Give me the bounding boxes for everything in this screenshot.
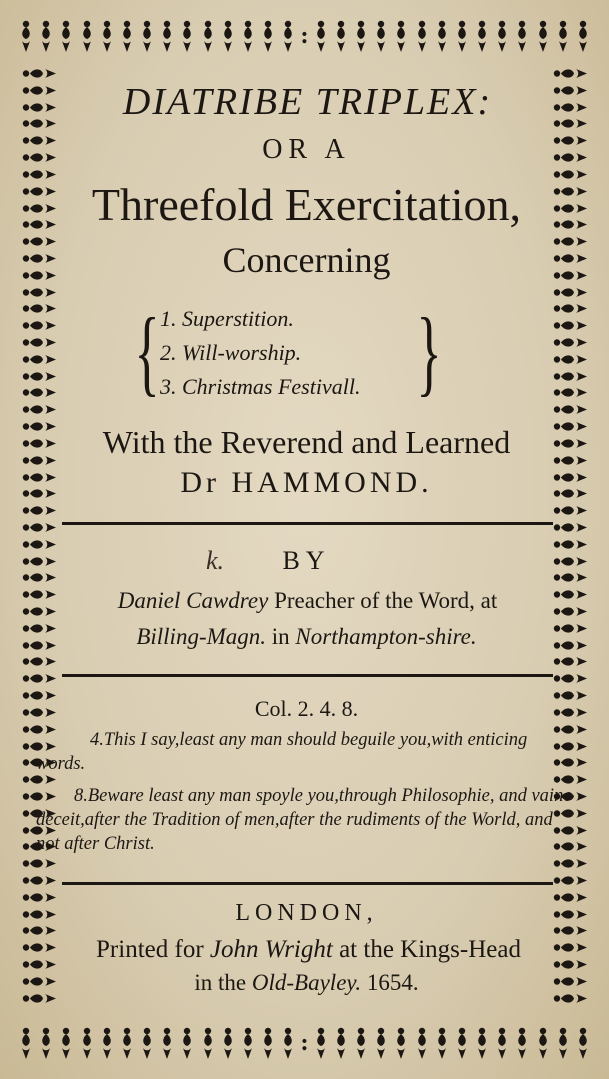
fleuron-icon xyxy=(21,116,57,131)
fleuron-icon xyxy=(373,1026,389,1060)
fleuron-icon xyxy=(21,991,57,1006)
fleuron-icon xyxy=(552,234,588,249)
author-place: Billing-Magn. xyxy=(136,624,267,649)
fleuron-icon xyxy=(38,19,54,53)
fleuron-icon xyxy=(552,150,588,165)
author-in: in xyxy=(271,624,290,649)
fleuron-icon xyxy=(179,1026,195,1060)
ornamental-border-bottom xyxy=(18,1023,591,1063)
fleuron-icon xyxy=(21,184,57,199)
fleuron-icon xyxy=(313,1026,329,1060)
fleuron-icon xyxy=(21,150,57,165)
fleuron-icon xyxy=(58,19,74,53)
fleuron-icon xyxy=(552,352,588,367)
divider-rule xyxy=(62,674,553,677)
fleuron-icon xyxy=(21,486,57,501)
author-line xyxy=(54,588,561,614)
fleuron-icon xyxy=(260,1026,276,1060)
fleuron-icon xyxy=(552,638,588,653)
left-brace-icon: { xyxy=(134,298,160,405)
dr-hammond: Dr HAMMOND. xyxy=(180,466,433,499)
topic-item: 2. Will-worship. xyxy=(160,340,302,365)
fleuron-icon xyxy=(514,19,530,53)
fleuron-icon xyxy=(21,369,57,384)
fleuron-icon xyxy=(552,285,588,300)
fleuron-icon xyxy=(552,369,588,384)
title-line-1: DIATRIBE TRIPLEX: xyxy=(122,81,493,123)
fleuron-icon xyxy=(21,570,57,585)
imprint-in: in the xyxy=(194,970,247,995)
fleuron-icon xyxy=(552,268,588,283)
fleuron-icon xyxy=(21,352,57,367)
fleuron-icon xyxy=(575,19,591,53)
fleuron-icon xyxy=(552,385,588,400)
fleuron-icon xyxy=(552,554,588,569)
fleuron-icon xyxy=(552,470,588,485)
fleuron-icon xyxy=(21,234,57,249)
fleuron-icon xyxy=(119,1026,135,1060)
title-line-4: Concerning xyxy=(222,240,391,280)
fleuron-icon xyxy=(21,201,57,216)
border-colon-ornament: : xyxy=(300,23,309,49)
ornamental-border-right xyxy=(549,66,591,1006)
fleuron-icon xyxy=(552,116,588,131)
fleuron-icon xyxy=(21,419,57,434)
fleuron-icon xyxy=(552,100,588,115)
fleuron-icon xyxy=(555,19,571,53)
fleuron-icon xyxy=(21,301,57,316)
fleuron-icon xyxy=(220,1026,236,1060)
imprint-line xyxy=(52,936,565,964)
fleuron-icon xyxy=(21,873,57,888)
fleuron-icon xyxy=(139,19,155,53)
fleuron-icon xyxy=(552,503,588,518)
fleuron-icon xyxy=(393,1026,409,1060)
fleuron-icon xyxy=(552,873,588,888)
fleuron-icon xyxy=(21,133,57,148)
fleuron-icon xyxy=(139,1026,155,1060)
fleuron-icon xyxy=(21,335,57,350)
fleuron-icon xyxy=(21,318,57,333)
fleuron-icon xyxy=(21,66,57,81)
fleuron-icon xyxy=(21,100,57,115)
fleuron-icon xyxy=(21,385,57,400)
fleuron-icon xyxy=(21,520,57,535)
fleuron-icon xyxy=(21,587,57,602)
fleuron-icon xyxy=(38,1026,54,1060)
fleuron-icon xyxy=(552,654,588,669)
topic-item: 1. Superstition. xyxy=(160,306,294,331)
fleuron-icon xyxy=(454,1026,470,1060)
fleuron-icon xyxy=(21,83,57,98)
verse-4: 4.This I say,least any man should beguile you,with enticing words. xyxy=(36,730,528,774)
fleuron-icon xyxy=(99,1026,115,1060)
fleuron-icon xyxy=(353,1026,369,1060)
fleuron-icon xyxy=(21,436,57,451)
fleuron-icon xyxy=(179,19,195,53)
fleuron-icon xyxy=(21,907,57,922)
title-page-content xyxy=(36,74,572,1004)
imprint-street: Old-Bayley. xyxy=(251,970,362,995)
fleuron-icon xyxy=(434,19,450,53)
fleuron-icon xyxy=(414,19,430,53)
fleuron-icon xyxy=(414,1026,430,1060)
fleuron-icon xyxy=(555,1026,571,1060)
fleuron-icon xyxy=(200,19,216,53)
fleuron-icon xyxy=(552,671,588,686)
fleuron-icon xyxy=(552,570,588,585)
title-line-3: Threefold Exercitation, xyxy=(91,179,522,230)
author-county: Northampton-shire. xyxy=(295,624,477,649)
fleuron-icon xyxy=(552,537,588,552)
title-line-2: OR A xyxy=(262,134,351,165)
with-line: With the Reverend and Learned xyxy=(102,424,511,460)
border-colon-ornament: : xyxy=(300,1030,309,1056)
fleuron-icon xyxy=(159,1026,175,1060)
fleuron-icon xyxy=(552,184,588,199)
fleuron-icon xyxy=(552,520,588,535)
fleuron-icon xyxy=(552,486,588,501)
fleuron-icon xyxy=(21,671,57,686)
fleuron-icon xyxy=(21,453,57,468)
author-place-line xyxy=(66,624,547,650)
fleuron-icon xyxy=(21,621,57,636)
imprint-city: LONDON, xyxy=(235,900,378,926)
fleuron-icon xyxy=(313,19,329,53)
fleuron-icon xyxy=(552,335,588,350)
imprint-printer: John Wright xyxy=(209,936,333,963)
fleuron-icon xyxy=(79,1026,95,1060)
fleuron-icon xyxy=(159,19,175,53)
fleuron-icon xyxy=(552,133,588,148)
fleuron-icon xyxy=(21,285,57,300)
fleuron-icon xyxy=(552,318,588,333)
fleuron-icon xyxy=(575,1026,591,1060)
fleuron-icon xyxy=(21,167,57,182)
divider-rule xyxy=(62,522,553,525)
fleuron-icon xyxy=(552,856,588,871)
fleuron-icon xyxy=(18,19,34,53)
fleuron-icon xyxy=(552,991,588,1006)
fleuron-icon xyxy=(535,1026,551,1060)
fleuron-icon xyxy=(119,19,135,53)
fleuron-icon xyxy=(21,654,57,669)
fleuron-icon xyxy=(552,974,588,989)
fleuron-icon xyxy=(280,19,296,53)
fleuron-icon xyxy=(220,19,236,53)
scripture-reference: Col. 2. 4. 8. xyxy=(254,696,359,721)
imprint-printed-for: Printed for xyxy=(96,936,204,963)
fleuron-icon xyxy=(21,638,57,653)
fleuron-icon xyxy=(552,419,588,434)
fleuron-icon xyxy=(373,19,389,53)
fleuron-icon xyxy=(552,688,588,703)
fleuron-icon xyxy=(21,974,57,989)
fleuron-icon xyxy=(21,554,57,569)
fleuron-icon xyxy=(99,19,115,53)
fleuron-icon xyxy=(552,621,588,636)
handwritten-mark: k. xyxy=(206,546,225,575)
fleuron-icon xyxy=(552,167,588,182)
fleuron-icon xyxy=(58,1026,74,1060)
verse-8: 8.Beware least any man spoyle you,through Philosophie, and vaine deceit,after the Tradition of men,after the rudiments of the World, and not after Christ. xyxy=(36,786,572,854)
fleuron-icon xyxy=(434,1026,450,1060)
fleuron-icon xyxy=(21,268,57,283)
topic-list xyxy=(134,298,458,412)
fleuron-icon xyxy=(474,19,490,53)
fleuron-icon xyxy=(552,251,588,266)
fleuron-icon xyxy=(552,907,588,922)
fleuron-icon xyxy=(18,1026,34,1060)
fleuron-icon xyxy=(552,83,588,98)
fleuron-icon xyxy=(21,251,57,266)
fleuron-icon xyxy=(280,1026,296,1060)
fleuron-icon xyxy=(21,537,57,552)
fleuron-icon xyxy=(21,402,57,417)
fleuron-icon xyxy=(21,688,57,703)
fleuron-icon xyxy=(552,705,588,720)
fleuron-icon xyxy=(494,19,510,53)
fleuron-icon xyxy=(333,19,349,53)
fleuron-icon xyxy=(21,217,57,232)
divider-rule xyxy=(62,882,553,885)
fleuron-icon xyxy=(454,19,470,53)
fleuron-icon xyxy=(240,19,256,53)
fleuron-icon xyxy=(552,453,588,468)
topic-item: 3. Christmas Festivall. xyxy=(160,374,361,399)
imprint-year: 1654. xyxy=(366,970,419,995)
fleuron-icon xyxy=(21,503,57,518)
fleuron-icon xyxy=(79,19,95,53)
author-name: Daniel Cawdrey xyxy=(117,588,269,613)
fleuron-icon xyxy=(200,1026,216,1060)
fleuron-icon xyxy=(21,604,57,619)
fleuron-icon xyxy=(514,1026,530,1060)
ornamental-border-top xyxy=(18,16,591,56)
by-label: BY xyxy=(282,546,331,575)
fleuron-icon xyxy=(552,66,588,81)
fleuron-icon xyxy=(552,301,588,316)
author-role: Preacher of the Word, at xyxy=(274,588,498,613)
fleuron-icon xyxy=(21,856,57,871)
fleuron-icon xyxy=(21,890,57,905)
fleuron-icon xyxy=(552,890,588,905)
imprint-shop: at the Kings-Head xyxy=(339,936,521,963)
fleuron-icon xyxy=(333,1026,349,1060)
imprint-address-line xyxy=(66,970,547,996)
fleuron-icon xyxy=(552,436,588,451)
fleuron-icon xyxy=(552,217,588,232)
fleuron-icon xyxy=(494,1026,510,1060)
fleuron-icon xyxy=(535,19,551,53)
fleuron-icon xyxy=(552,402,588,417)
fleuron-icon xyxy=(353,19,369,53)
ornamental-border-left xyxy=(18,66,60,1006)
fleuron-icon xyxy=(21,705,57,720)
fleuron-icon xyxy=(474,1026,490,1060)
fleuron-icon xyxy=(240,1026,256,1060)
fleuron-icon xyxy=(552,201,588,216)
fleuron-icon xyxy=(21,470,57,485)
fleuron-icon xyxy=(260,19,276,53)
right-brace-icon: } xyxy=(416,298,442,405)
fleuron-icon xyxy=(393,19,409,53)
